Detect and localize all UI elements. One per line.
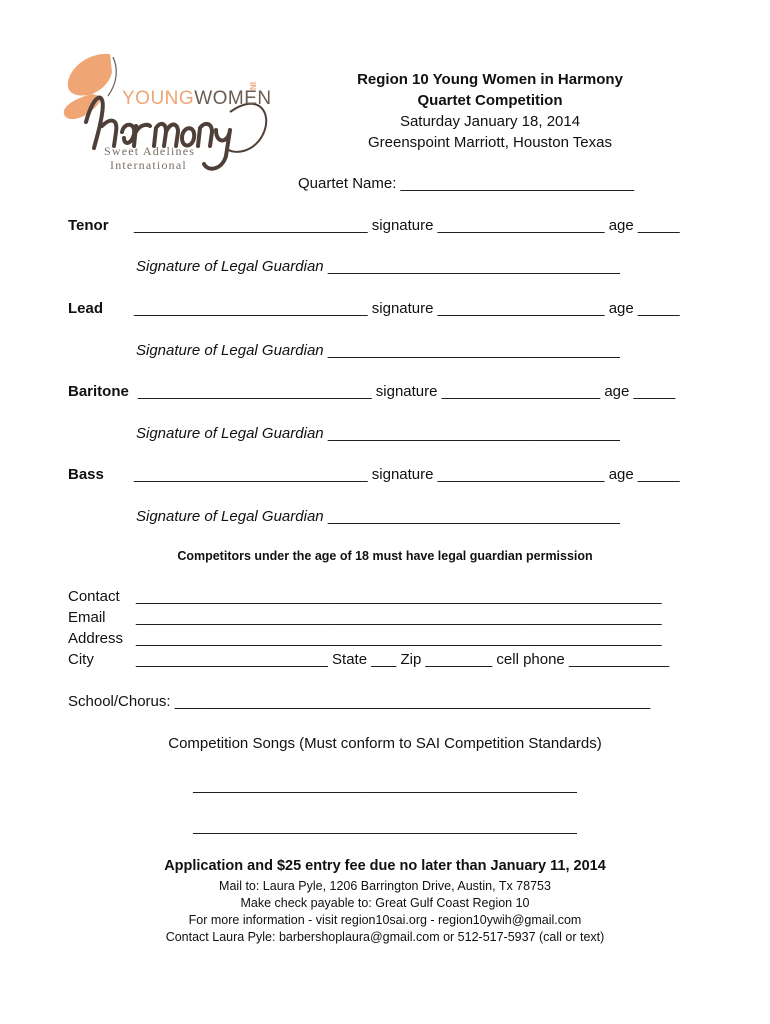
guardian-signature-field[interactable]: Signature of Legal Guardian ___________________________________	[136, 508, 620, 525]
song-field-2[interactable]: ______________________________________________	[193, 818, 577, 835]
ywih-logo	[58, 52, 288, 177]
contact-field[interactable]: _______________________________________________________________	[136, 588, 662, 605]
part-label: Tenor	[68, 217, 109, 234]
logo-in-text: IN	[248, 82, 257, 90]
logo-org-line1: Sweet Adelines	[104, 144, 196, 158]
songs-heading: Competition Songs (Must conform to SAI Competition Standards)	[168, 735, 602, 752]
cell-phone-label: cell phone	[496, 651, 565, 668]
address-label: Address	[68, 630, 124, 647]
logo-org-line2: International	[110, 158, 187, 172]
contact-label: Contact	[68, 588, 120, 605]
part-label: Lead	[68, 300, 104, 317]
deadline-text: Application and $25 entry fee due no later than January 11, 2014	[164, 858, 606, 874]
logo-young-text: YOUNG	[122, 88, 195, 109]
guardian-signature-field[interactable]: Signature of Legal Guardian ___________________________________	[136, 342, 620, 359]
name-field[interactable]: ____________________________ signature ____________________ age _____	[134, 217, 680, 234]
title-line1: Region 10 Young Women in Harmony	[357, 71, 623, 88]
event-venue: Greenspoint Marriott, Houston Texas	[367, 134, 612, 151]
city-row	[136, 651, 669, 668]
contact-info-text: Contact Laura Pyle: barbershoplaura@gmail.com or 512-517-5937 (call or text)	[165, 930, 605, 944]
song-field-1[interactable]: ______________________________________________	[193, 777, 577, 794]
more-info-text: For more information - visit region10sai.org - region10ywih@gmail.com	[188, 913, 582, 927]
address-field[interactable]: _______________________________________________________________	[136, 630, 662, 647]
part-label: Baritone	[68, 383, 129, 400]
city-label: City	[68, 651, 94, 668]
email-field[interactable]: _______________________________________________________________	[136, 609, 662, 626]
email-label: Email	[68, 609, 106, 626]
state-field[interactable]: ___	[371, 651, 397, 668]
name-field[interactable]: ____________________________ signature ____________________ age _____	[134, 300, 680, 317]
event-date: Saturday January 18, 2014	[399, 113, 581, 130]
name-field[interactable]: ____________________________ signature ___________________ age _____	[138, 383, 676, 400]
state-label: State	[332, 651, 368, 668]
mail-to-text: Mail to: Laura Pyle, 1206 Barrington Drive, Austin, Tx 78753	[219, 879, 551, 893]
part-label: Bass	[68, 466, 104, 483]
city-field[interactable]: _______________________	[136, 651, 328, 668]
name-field[interactable]: ____________________________ signature ____________________ age _____	[134, 466, 680, 483]
school-chorus-field[interactable]: School/Chorus: _________________________________________________________	[68, 693, 651, 710]
zip-field[interactable]: ________	[425, 651, 493, 668]
guardian-signature-field[interactable]: Signature of Legal Guardian ___________________________________	[136, 425, 620, 442]
quartet-name-field[interactable]: Quartet Name: ____________________________	[298, 175, 635, 192]
title-line2: Quartet Competition	[417, 92, 563, 109]
payable-text: Make check payable to: Great Gulf Coast Region 10	[240, 896, 530, 910]
zip-label: Zip	[400, 651, 422, 668]
cell-phone-field[interactable]: ____________	[568, 651, 670, 668]
guardian-signature-field[interactable]: Signature of Legal Guardian ___________________________________	[136, 258, 620, 275]
guardian-note: Competitors under the age of 18 must have legal guardian permission	[177, 549, 593, 563]
logo-women-text: WOMEN	[194, 88, 272, 109]
